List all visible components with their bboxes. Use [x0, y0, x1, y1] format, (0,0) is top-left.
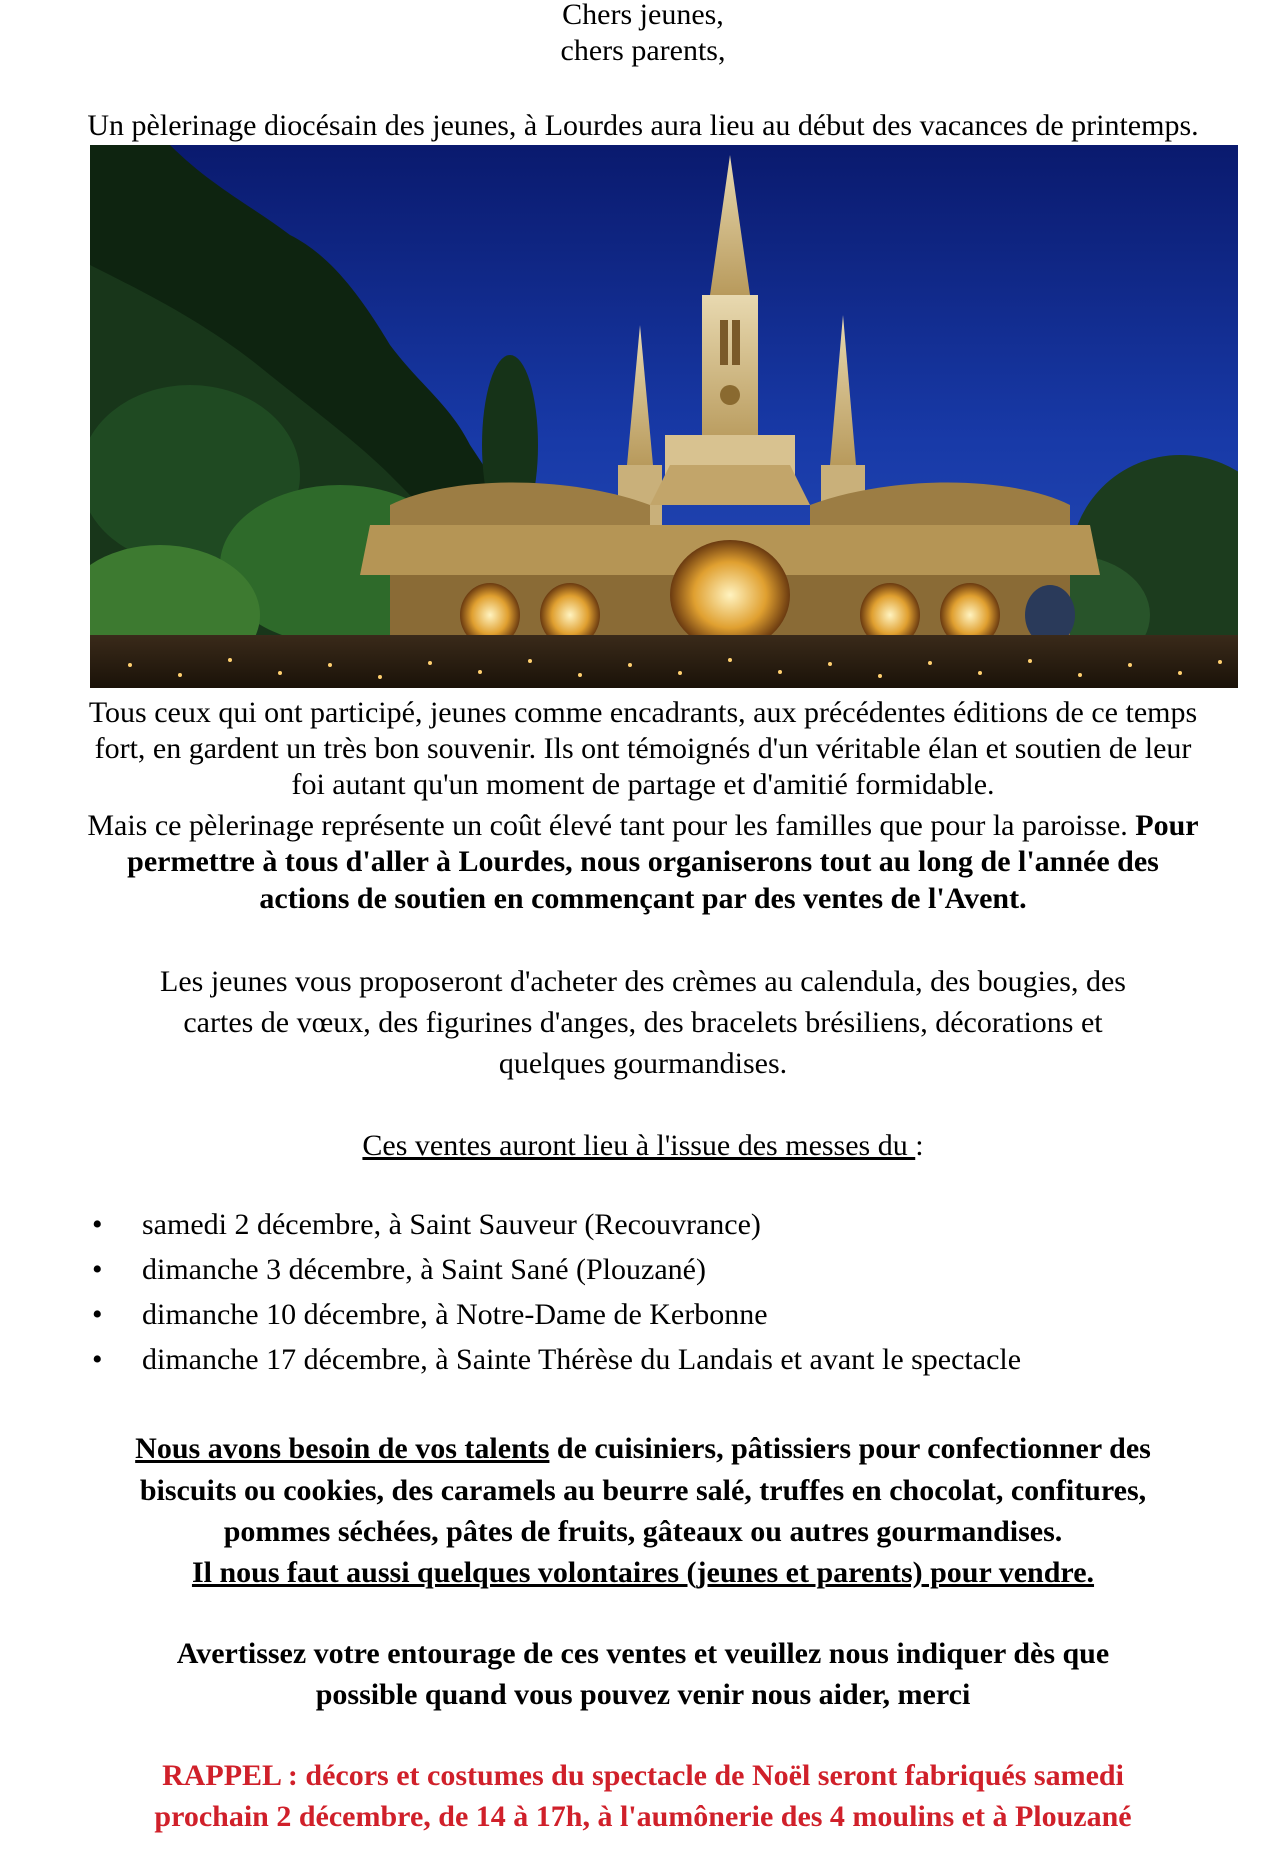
- paragraph-2-line-3: actions de soutien en commençant par des ventes de l'Avent.: [259, 882, 1027, 915]
- talents-underlined: Nous avons besoin de vos talents: [135, 1432, 550, 1465]
- paragraph-1-line-2: fort, en gardent un très bon souvenir. Ils ont témoignés d'un véritable élan et soutien de leur: [94, 732, 1192, 765]
- bullet: •: [92, 1208, 103, 1241]
- sales-heading: [0, 1127, 1286, 1164]
- paragraph-3-line-2: cartes de vœux, des figurines d'anges, des bracelets brésiliens, décorations et: [183, 1006, 1103, 1039]
- paragraph-2-line-2: permettre à tous d'aller à Lourdes, nous organiserons tout au long de l'année des: [127, 845, 1159, 878]
- paragraph-1-line-1: Tous ceux qui ont participé, jeunes comme encadrants, aux précédentes éditions de ce temps: [88, 696, 1198, 729]
- warn-line-2: possible quand vous pouvez venir nous aider, merci: [315, 1678, 971, 1711]
- reminder-line-1: RAPPEL : décors et costumes du spectacle de Noël seront fabriqués samedi: [162, 1759, 1124, 1792]
- talents-line-4: [0, 1554, 1286, 1591]
- list-item: [90, 1292, 1021, 1337]
- talents-line-3: pommes séchées, pâtes de fruits, gâteaux ou autres gourmandises.: [223, 1515, 1063, 1548]
- talents-line-1: [0, 1430, 1286, 1467]
- list-item: [90, 1247, 1021, 1292]
- talents-line-1-rest: de cuisiniers, pâtissiers pour confectionner des: [549, 1432, 1151, 1465]
- reminder-line-2: prochain 2 décembre, de 14 à 17h, à l'aumônerie des 4 moulins et à Plouzané: [154, 1800, 1132, 1833]
- bullet: •: [92, 1253, 103, 1286]
- sales-list: [90, 1202, 1021, 1382]
- list-item-text: dimanche 10 décembre, à Notre-Dame de Kerbonne: [142, 1298, 768, 1331]
- list-item-text: dimanche 3 décembre, à Saint Sané (Plouzané): [142, 1253, 706, 1286]
- list-item: [90, 1202, 1021, 1247]
- bullet: •: [92, 1343, 103, 1376]
- list-item-text: samedi 2 décembre, à Saint Sauveur (Recouvrance): [142, 1208, 761, 1241]
- intro-text: Un pèlerinage diocésain des jeunes, à Lourdes aura lieu au début des vacances de printemps.: [87, 109, 1199, 142]
- paragraph-3-line-3: quelques gourmandises.: [498, 1047, 788, 1080]
- paragraph-1-line-3: foi autant qu'un moment de partage et d'amitié formidable.: [291, 768, 995, 801]
- list-item-text: dimanche 17 décembre, à Sainte Thérèse du Landais et avant le spectacle: [142, 1343, 1022, 1376]
- greeting-line-1: Chers jeunes,: [562, 0, 724, 31]
- paragraph-2-bold-start: Pour: [1135, 809, 1199, 842]
- lourdes-basilica-photo: [90, 145, 1238, 688]
- volunteers-call: Il nous faut aussi quelques volontaires (jeunes et parents) pour vendre.: [191, 1556, 1095, 1589]
- sales-heading-suffix: :: [915, 1129, 924, 1162]
- talents-line-2: biscuits ou cookies, des caramels au beurre salé, truffes en chocolat, confitures,: [139, 1474, 1147, 1507]
- sales-heading-underlined: Ces ventes auront lieu à l'issue des messes du: [362, 1129, 916, 1162]
- greeting-line-2: chers parents,: [560, 34, 726, 67]
- paragraph-3-line-1: Les jeunes vous proposeront d'acheter des crèmes au calendula, des bougies, des: [160, 965, 1126, 998]
- paragraph-2-line-1: [0, 807, 1286, 844]
- list-item: [90, 1337, 1021, 1382]
- paragraph-2-normal-text: Mais ce pèlerinage représente un coût élevé tant pour les familles que pour la paroisse.: [87, 809, 1136, 842]
- warn-line-1: Avertissez votre entourage de ces ventes et veuillez nous indiquer dès que: [176, 1637, 1110, 1670]
- bullet: •: [92, 1298, 103, 1331]
